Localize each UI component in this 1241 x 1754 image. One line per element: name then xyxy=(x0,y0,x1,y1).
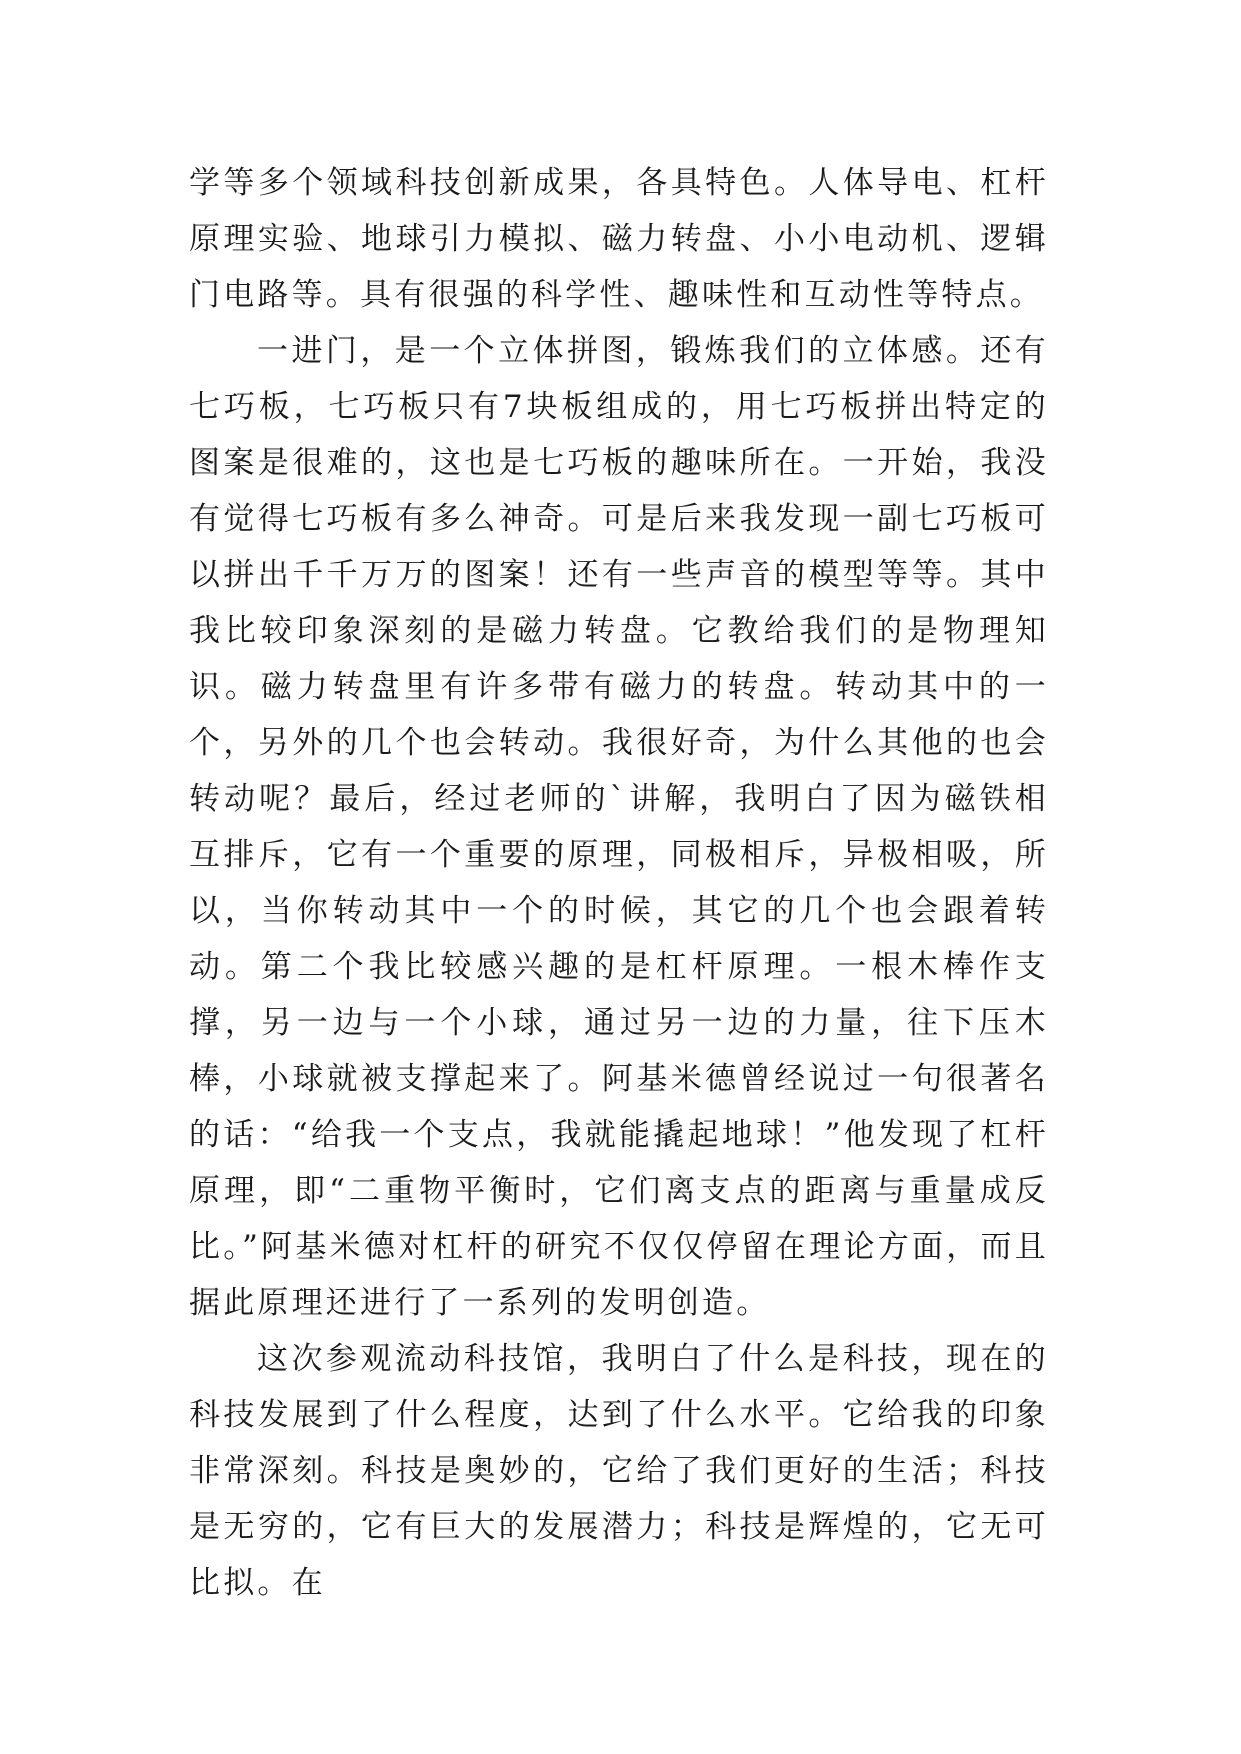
paragraph-1: 学等多个领域科技创新成果，各具特色。人体导电、杠杆原理实验、地球引力模拟、磁力转盘、小小电动机、逻辑门电路等。具有很强的科学性、趣味性和互动性等特点。 xyxy=(189,165,1049,313)
paragraph-3: 这次参观流动科技馆，我明白了什么是科技，现在的科技发展到了什么程度，达到了什么水平。它给我的印象非常深刻。科技是奥妙的，它给了我们更好的生活；科技是无穷的，它有巨大的发展潜力；科技是辉煌的，它无可比拟。在 xyxy=(189,1341,1049,1601)
document-body xyxy=(189,155,1049,1611)
paragraph-2: 一进门，是一个立体拼图，锻炼我们的立体感。还有七巧板，七巧板只有7块板组成的，用七巧板拼出特定的图案是很难的，这也是七巧板的趣味所在。一开始，我没有觉得七巧板有多么神奇。可是后来我发现一副七巧板可以拼出千千万万的图案！还有一些声音的模型等等。其中我比较印象深刻的是磁力转盘。它教给我们的是物理知识。磁力转盘里有许多带有磁力的转盘。转动其中的一个，另外的几个也会转动。我很好奇，为什么其他的也会转动呢？最后，经过老师的`讲解，我明白了因为磁铁相互排斥，它有一个重要的原理，同极相斥，异极相吸，所以，当你转动其中一个的时候，其它的几个也会跟着转动。第二个我比较感兴趣的是杠杆原理。一根木棒作支撑，另一边与一个小球，通过另一边的力量，往下压木棒，小球就被支撑起来了。阿基米德曾经说过一句很著名的话：“给我一个支点，我就能撬起地球！”他发现了杠杆原理，即“二重物平衡时，它们离支点的距离与重量成反比。”阿基米德对杠杆的研究不仅仅停留在理论方面，而且据此原理还进行了一系列的发明创造。 xyxy=(189,333,1049,1321)
